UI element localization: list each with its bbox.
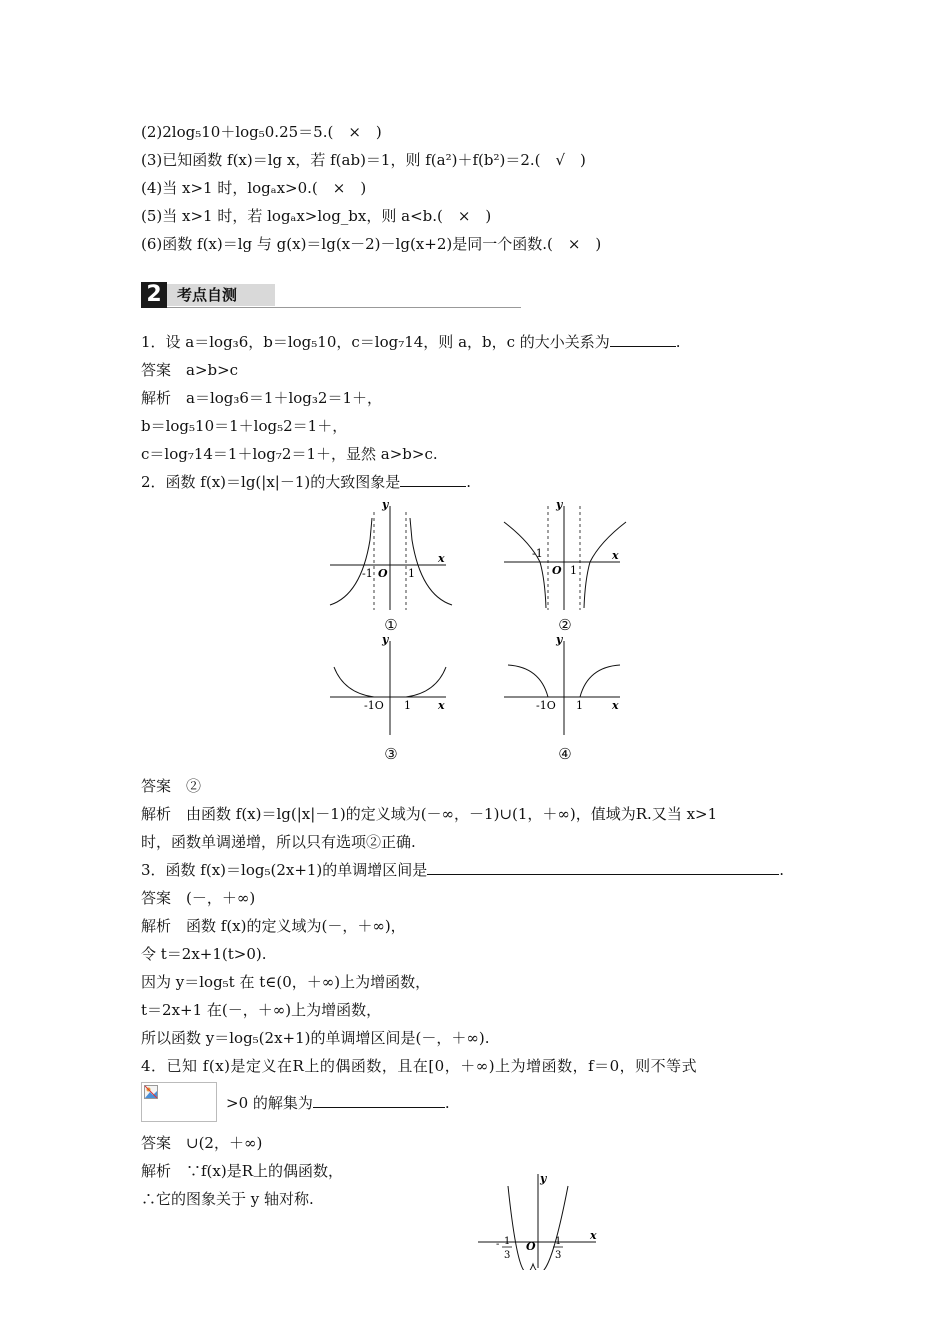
graph-2-origin: O (552, 564, 562, 577)
q3-analysis-4: t＝2x+1 在(－，＋∞)上为增函数， (141, 1001, 382, 1019)
graph-1-tick-1: 1 (408, 567, 415, 580)
section-header (141, 282, 521, 308)
graph-3-svg (326, 635, 456, 740)
q4-stem: 4．已知 f(x)是定义在R上的偶函数，且在[0，＋∞)上为增函数，f＝0，则不等式 (141, 1057, 698, 1075)
graph-4-curve-left (508, 665, 548, 697)
graph-option-1 (326, 500, 456, 640)
q3-stem-text: 3．函数 f(x)＝log₅(2x+1)的单调增区间是 (141, 861, 428, 879)
q1-analysis-3: c＝log₇14＝1＋log₇2＝1＋，显然 a>b>c. (141, 445, 438, 463)
graph-2-curve-left (504, 522, 546, 608)
section-title: 考点自测 (167, 284, 275, 306)
q4-stem-2-text: >0 的解集为 (226, 1094, 313, 1112)
section-divider (167, 307, 521, 308)
q3-answer-blank (427, 860, 779, 875)
q1-answer: 答案 a>b>c (141, 361, 239, 379)
q2-stem (141, 472, 471, 492)
graph-3-curve-left (334, 667, 374, 697)
q4-graph-pos-den: 3 (555, 1250, 562, 1261)
q3-analysis-3: 因为 y＝log₅t 在 t∈(0，＋∞)上为增函数， (141, 973, 431, 991)
q4-graph-neg-den: 3 (504, 1250, 511, 1261)
graph-1-curve-right (410, 518, 452, 605)
graph-3-label: ③ (384, 745, 398, 763)
q1-stem (141, 332, 681, 352)
graph-2-curve-right (584, 522, 626, 608)
q2-answer: 答案 ② (141, 777, 202, 795)
q4-answer-blank (313, 1093, 445, 1108)
q3-stem-end: . (779, 861, 785, 879)
judgment-6: (6)函数 f(x)＝lg 与 g(x)＝lg(x－2)－lg(x+2)是同一个函数.( × ) (141, 235, 602, 253)
q4-analysis-1: 解析 ∵f(x)是R上的偶函数， (141, 1162, 344, 1180)
graph-1-curve-left (330, 518, 372, 605)
graph-option-2 (500, 500, 630, 640)
graph-1-svg (326, 500, 456, 615)
q4-stem-end: . (444, 1094, 450, 1112)
graph-3-y-label: y (382, 635, 389, 646)
q1-analysis-2: b＝log₅10＝1＋log₅2＝1＋， (141, 417, 348, 435)
q4-graph-x-label: x (590, 1229, 597, 1242)
graph-4-y-label: y (556, 635, 563, 646)
graph-3-x-label: x (438, 699, 445, 712)
q1-answer-blank (610, 332, 676, 347)
judgment-4: (4)当 x>1 时，logₐx>0.( × ) (141, 179, 367, 197)
broken-image-placeholder (141, 1082, 217, 1122)
graph-3-tick-neg1-origin: -1O (364, 699, 384, 712)
graph-option-4 (500, 635, 630, 767)
judgment-3: (3)已知函数 f(x)＝lg x，若 f(ab)＝1，则 f(a²)＋f(b²)＝2.( √ ) (141, 151, 586, 169)
judgment-5: (5)当 x>1 时，若 logₐx>log_bx，则 a<b.( × ) (141, 207, 492, 225)
q4-parabola-svg (474, 1170, 604, 1270)
graph-2-label: ② (558, 616, 572, 634)
q4-graph-neg-sign: - (496, 1239, 500, 1250)
section-number: 2 (141, 282, 167, 308)
q2-analysis-1: 解析 由函数 f(x)＝lg(|x|－1)的定义域为(－∞，－1)∪(1，＋∞)，值域为R.又当 x>1 (141, 805, 718, 823)
q4-graph-pos-num: 1 (555, 1236, 562, 1247)
graph-2-x-label: x (612, 549, 619, 562)
graph-2-tick-1: 1 (570, 564, 577, 577)
broken-image-icon (144, 1085, 158, 1099)
q4-graph-neg-num: 1 (504, 1236, 511, 1247)
q3-answer: 答案 (－，＋∞) (141, 889, 256, 907)
q1-stem-end: . (675, 333, 681, 351)
graph-2-y-label: y (556, 500, 563, 511)
q3-stem (141, 860, 784, 880)
q2-stem-end: . (466, 473, 472, 491)
graph-4-svg (500, 635, 630, 740)
q4-graph-origin: O (526, 1240, 536, 1253)
graph-1-label: ① (384, 616, 398, 634)
q1-analysis-1: 解析 a＝log₃6＝1＋log₃2＝1＋， (141, 389, 383, 407)
q3-analysis-5: 所以函数 y＝log₅(2x+1)的单调增区间是(－，＋∞). (141, 1029, 490, 1047)
q2-stem-text: 2．函数 f(x)＝lg(|x|－1)的大致图象是 (141, 473, 401, 491)
graph-1-tick-neg1: -1 (362, 567, 373, 580)
q4-graph-y-label: y (540, 1172, 547, 1185)
graph-4-label: ④ (558, 745, 572, 763)
q2-answer-blank (400, 472, 466, 487)
q3-analysis-2: 令 t＝2x+1(t>0). (141, 945, 267, 963)
graph-1-x-label: x (438, 552, 445, 565)
graph-4-curve-right (580, 665, 620, 697)
graph-3-tick-1: 1 (404, 699, 411, 712)
graph-1-y-label: y (382, 500, 389, 511)
graph-option-3 (326, 635, 456, 767)
graph-1-origin: O (378, 567, 388, 580)
q1-stem-text: 1．设 a＝log₃6，b＝log₅10，c＝log₇14，则 a，b，c 的大小关系为 (141, 333, 610, 351)
graph-4-tick-1: 1 (576, 699, 583, 712)
judgment-2: (2)2log₅10＋log₅0.25＝5.( × ) (141, 123, 382, 141)
graph-3-curve-right (406, 667, 446, 697)
graph-2-svg (500, 500, 630, 615)
q3-analysis-1: 解析 函数 f(x)的定义域为(－，＋∞)， (141, 917, 406, 935)
q4-parabola-graph (474, 1170, 604, 1270)
graph-2-tick-neg1: -1 (532, 547, 543, 560)
graph-4-tick-neg1-origin: -1O (536, 699, 556, 712)
q4-stem-2 (226, 1093, 450, 1113)
q4-answer: 答案 ∪(2，＋∞) (141, 1134, 263, 1152)
graph-4-x-label: x (612, 699, 619, 712)
q2-analysis-2: 时，函数单调递增，所以只有选项②正确. (141, 833, 416, 851)
q4-analysis-2: ∴它的图象关于 y 轴对称. (141, 1190, 314, 1208)
